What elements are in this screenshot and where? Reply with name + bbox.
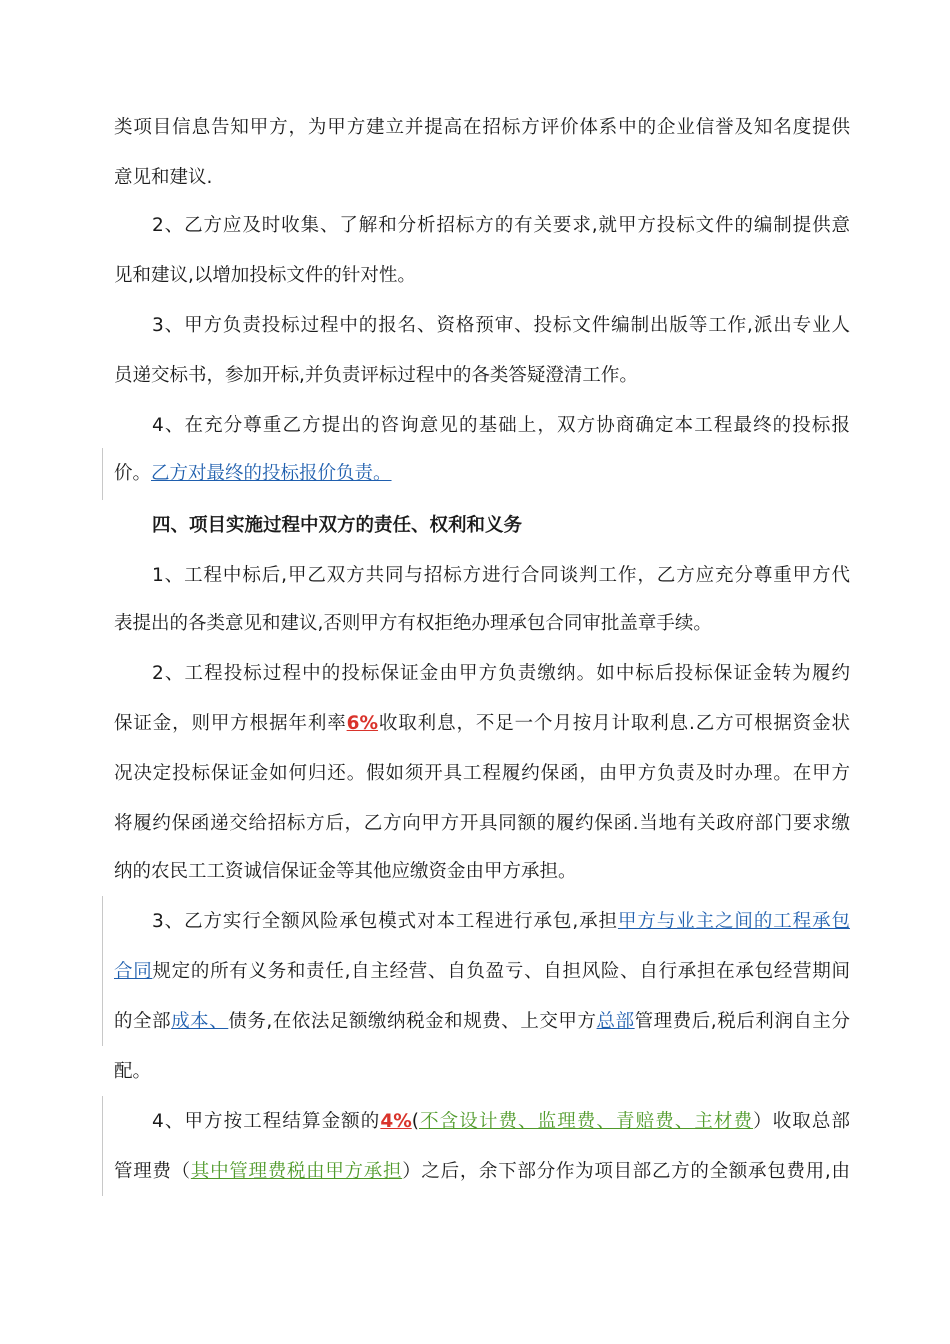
text-run: 的全部	[114, 1011, 172, 1032]
paragraph-line: 表提出的各类意见和建议,否则甲方有权拒绝办理承包合同审批盖章手续。	[114, 613, 712, 634]
paragraph-line: 将履约保函递交给招标方后，乙方向甲方开具同额的履约保函.当地有关政府部门要求缴	[114, 813, 850, 834]
interest-rate-value: 6%	[346, 713, 379, 734]
paragraph-line: 3、甲方负责投标过程中的报名、资格预审、投标文件编制出版等工作,派出专业人	[152, 315, 850, 336]
paragraph-line: 1、工程中标后,甲乙双方共同与招标方进行合同谈判工作，乙方应充分尊重甲方代	[152, 565, 850, 586]
text-run: 债务,在依法足额缴纳税金和规费、上交甲方	[228, 1011, 597, 1032]
text-run: 保证金，则甲方根据年利率	[114, 713, 347, 734]
text-run: 价。	[114, 463, 152, 484]
paragraph-line: 况决定投标保证金如何归还。假如须开具工程履约保函，由甲方负责及时办理。在甲方	[114, 763, 850, 784]
paragraph-line	[114, 1160, 850, 1184]
paragraph-line: 类项目信息告知甲方，为甲方建立并提高在招标方评价体系中的企业信誉及知名度提供	[114, 117, 850, 138]
paragraph-line: 纳的农民工工资诚信保证金等其他应缴资金由甲方承担。	[114, 861, 577, 882]
paragraph-line: 配。	[114, 1061, 152, 1082]
paragraph-line	[114, 960, 850, 984]
change-bar	[102, 448, 103, 500]
paragraph-line: 2、乙方应及时收集、了解和分析招标方的有关要求,就甲方投标文件的编制提供意	[152, 215, 850, 236]
paragraph-line	[114, 462, 392, 486]
paragraph-line: 员递交标书，参加开标,并负责评标过程中的各类答疑澄清工作。	[114, 365, 638, 386]
paragraph-line: 见和建议,以增加投标文件的针对性。	[114, 265, 416, 286]
revised-text[interactable]: 乙方对最终的投标报价负责。	[151, 463, 392, 484]
paragraph-line	[152, 910, 850, 934]
text-run: (	[411, 1111, 419, 1132]
revised-text[interactable]: 其中管理费税由甲方承担	[190, 1161, 403, 1182]
paragraph-line	[114, 1010, 850, 1034]
paragraph-line: 意见和建议.	[114, 167, 213, 188]
paragraph-line	[114, 712, 850, 736]
management-fee-rate: 4%	[380, 1111, 412, 1132]
paragraph-line	[152, 1110, 850, 1134]
revised-text[interactable]: 甲方与业主之间的工程承包	[617, 911, 850, 932]
change-bar	[102, 1096, 103, 1196]
text-run: ）收取总部	[753, 1111, 850, 1132]
text-run: 4、甲方按工程结算金额的	[152, 1111, 381, 1132]
text-run: 管理费后,税后利润自主分	[634, 1011, 850, 1032]
text-run: ）之后，余下部分作为项目部乙方的全额承包费用,由	[402, 1161, 850, 1182]
revised-text[interactable]: 合同	[114, 961, 153, 982]
section-heading: 四、项目实施过程中双方的责任、权利和义务	[152, 515, 523, 536]
text-run: 收取利息，不足一个月按月计取利息.乙方可根据资金状	[378, 713, 850, 734]
revised-text[interactable]: 成本、	[171, 1011, 229, 1032]
text-run: 规定的所有义务和责任,自主经营、自负盈亏、自担风险、自行承担在承包经营期间	[152, 961, 850, 982]
text-run: 管理费（	[114, 1161, 191, 1182]
paragraph-line: 4、在充分尊重乙方提出的咨询意见的基础上，双方协商确定本工程最终的投标报	[152, 415, 850, 436]
change-bar	[102, 896, 103, 1046]
paragraph-line: 2、工程投标过程中的投标保证金由甲方负责缴纳。如中标后投标保证金转为履约	[152, 663, 850, 684]
revised-text[interactable]: 不含设计费、监理费、青赔费、主材费	[419, 1111, 754, 1132]
revised-text[interactable]: 总部	[596, 1011, 635, 1032]
text-run: 3、乙方实行全额风险承包模式对本工程进行承包,承担	[152, 911, 618, 932]
